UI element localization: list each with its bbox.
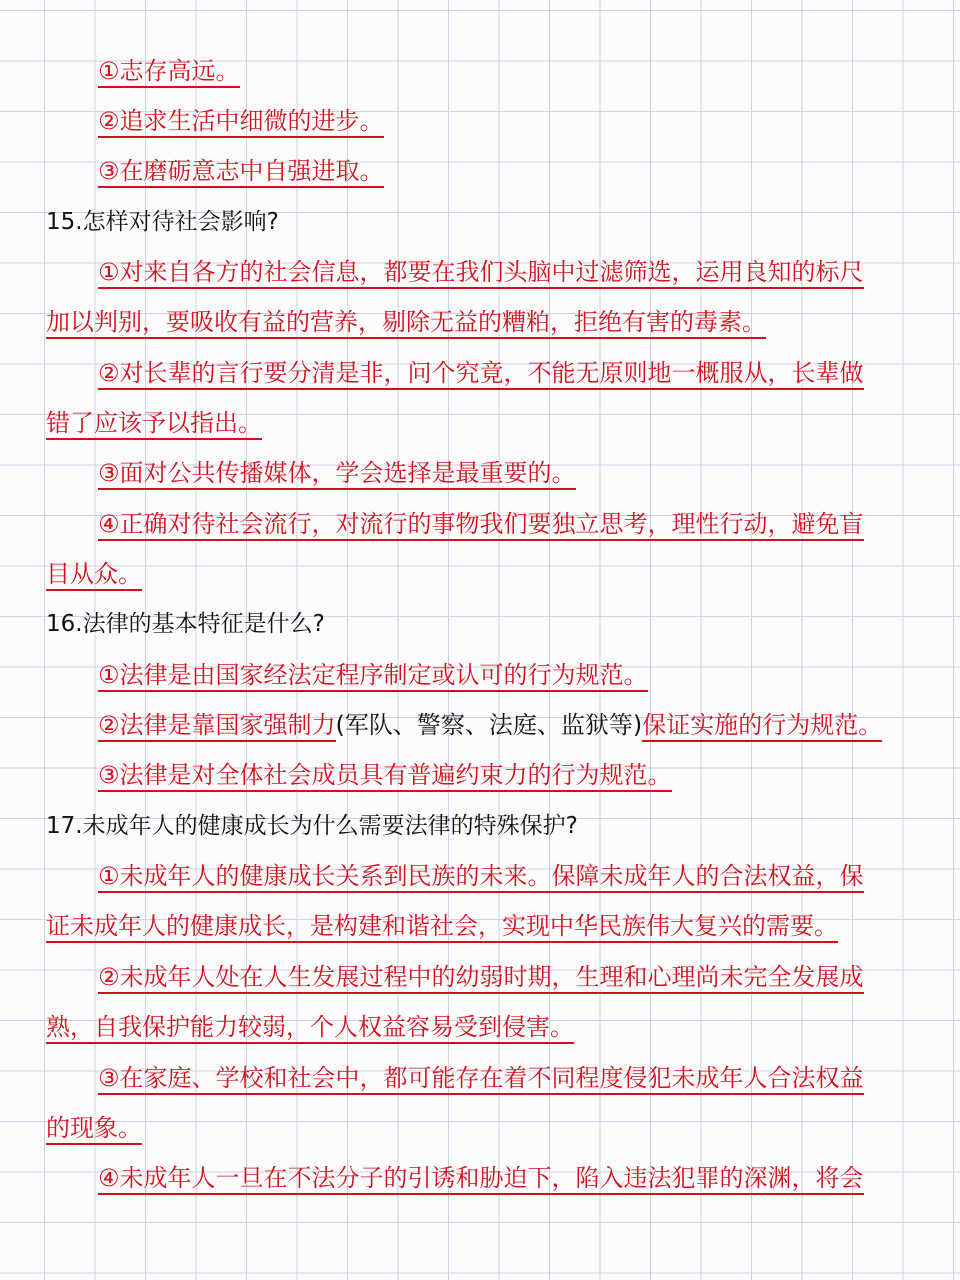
q15-answer-2-line-2: 错了应该予以指出。 <box>0 408 960 438</box>
question-16: 16.法律的基本特征是什么? <box>46 611 325 637</box>
q15-answer-3: ③面对公共传播媒体，学会选择是最重要的。 <box>0 458 960 488</box>
q17-answer-4-line-1: ④未成年人一旦在不法分子的引诱和胁迫下，陷入违法犯罪的深渊，将会 <box>0 1163 960 1193</box>
question-17: 17.未成年人的健康成长为什么需要法律的特殊保护? <box>46 813 578 839</box>
q16-answer-2-parenthetical: (军队、警察、法庭、监狱等) <box>335 711 643 739</box>
q17-answer-2-line-2: 熟，自我保护能力较弱，个人权益容易受到侵害。 <box>0 1012 960 1042</box>
q16-answer-1: ①法律是由国家经法定程序制定或认可的行为规范。 <box>0 660 960 690</box>
q15-answer-4-line-1: ④正确对待社会流行，对流行的事物我们要独立思考，理性行动，避免盲 <box>0 509 960 539</box>
q17-answer-2-line-1: ②未成年人处在人生发展过程中的幼弱时期，生理和心理尚未完全发展成 <box>0 962 960 992</box>
q17-answer-3-line-1: ③在家庭、学校和社会中，都可能存在着不同程度侵犯未成年人合法权益 <box>0 1063 960 1093</box>
q15-answer-2-line-1: ②对长辈的言行要分清是非，问个究竟，不能无原则地一概服从，长辈做 <box>0 358 960 388</box>
q15-answer-1-line-1: ①对来自各方的社会信息，都要在我们头脑中过滤筛选，运用良知的标尺 <box>0 257 960 287</box>
q15-answer-4-line-2: 目从众。 <box>0 559 960 589</box>
q16-answer-3: ③法律是对全体社会成员具有普遍约束力的行为规范。 <box>0 760 960 790</box>
question-15: 15.怎样对待社会影响? <box>46 209 279 235</box>
q15-answer-1-line-2: 加以判别，要吸收有益的营养，剔除无益的糟粕，拒绝有害的毒素。 <box>0 307 960 337</box>
q16-answer-2: ②法律是靠国家强制力(军队、警察、法庭、监狱等)保证实施的行为规范。 <box>0 710 960 740</box>
q17-answer-3-line-2: 的现象。 <box>0 1113 960 1143</box>
q17-answer-1-line-1: ①未成年人的健康成长关系到民族的未来。保障未成年人的合法权益，保 <box>0 861 960 891</box>
top-answer-1: ①志存高远。 <box>0 56 960 86</box>
top-answer-3: ③在磨砺意志中自强进取。 <box>0 156 960 186</box>
q17-answer-1-line-2: 证未成年人的健康成长，是构建和谐社会，实现中华民族伟大复兴的需要。 <box>0 911 960 941</box>
top-answer-2: ②追求生活中细微的进步。 <box>0 106 960 136</box>
